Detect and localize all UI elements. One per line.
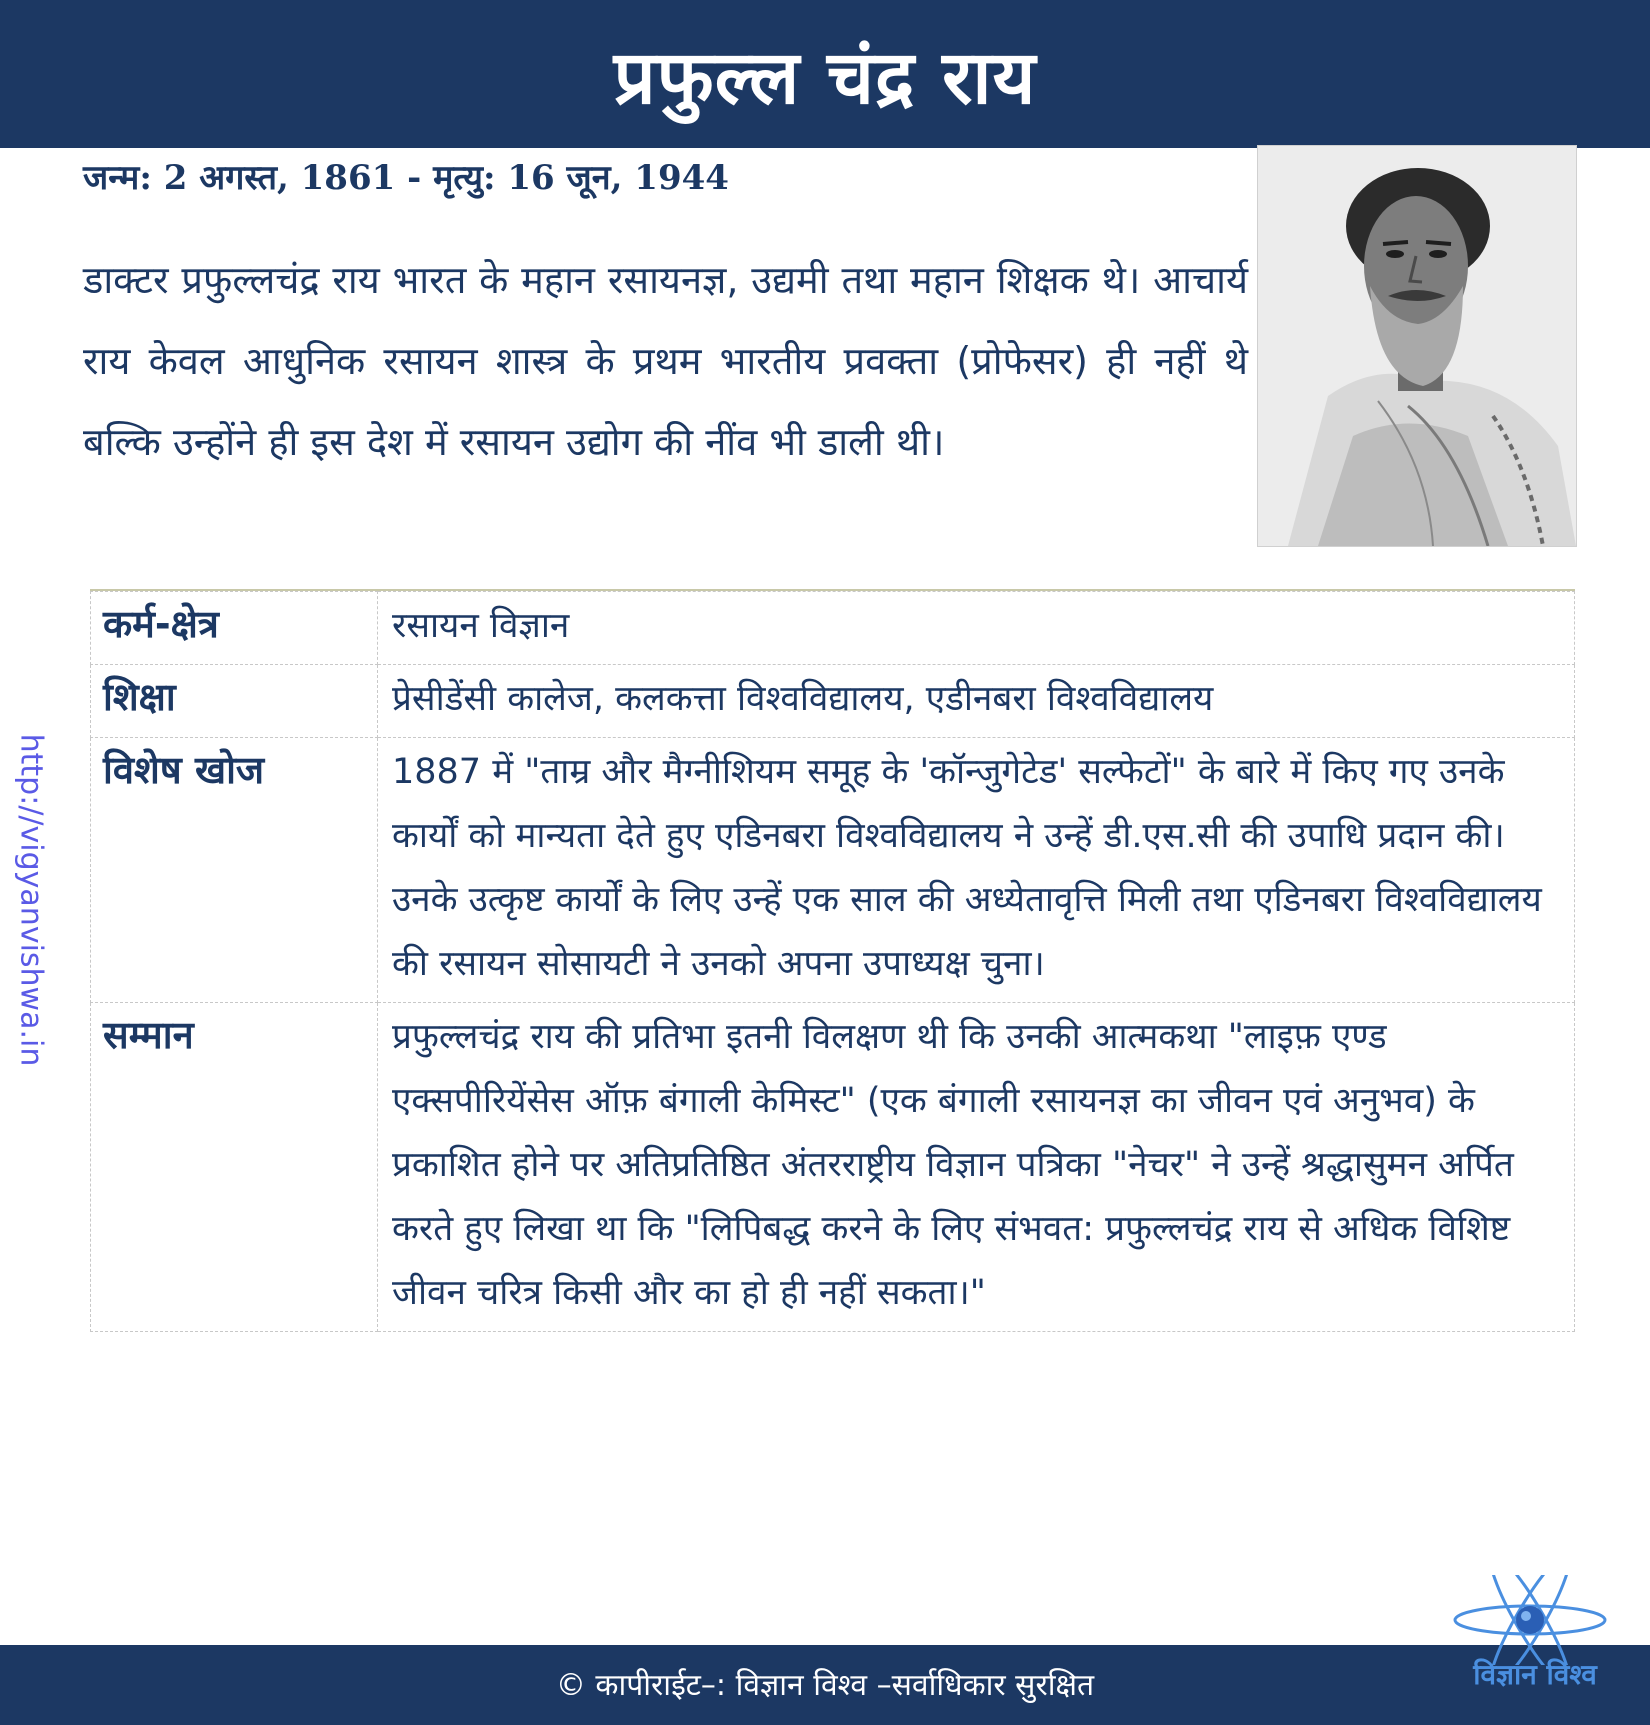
- row-value-discovery: 1887 में "ताम्र और मैग्नीशियम समूह के 'कॉन्जुगेटेड' सल्फेटों" के बारे में किए गए उनके कार्यों को मान्यता देते हुए एडिनबरा विश्वविद्यालय ने उन्हें डी.एस.सी की उपाधि प्रदान की। उनके उत्कृष्ट कार्यों के लिए उन्हें एक साल की अध्येतावृत्ति मिली तथा एडिनबरा विश्वविद्यालय की रसायन सोसायटी ने उनको अपना उपाध्यक्ष चुना।: [378, 738, 1575, 1003]
- portrait-illustration: [1258, 146, 1576, 546]
- table-row: [91, 1003, 1575, 1332]
- logo-text: विज्ञान विश्व: [1473, 1658, 1597, 1691]
- row-label-education: शिक्षा: [91, 665, 378, 738]
- footer-bar: [0, 1645, 1650, 1725]
- row-value-field: रसायन विज्ञान: [378, 592, 1575, 665]
- page-title: प्रफुल्ल चंद्र राय: [613, 34, 1037, 121]
- portrait-photo: [1257, 145, 1577, 547]
- row-label-honours: सम्मान: [91, 1003, 378, 1332]
- table-row: [91, 592, 1575, 665]
- table-row: [91, 665, 1575, 738]
- row-label-discovery: विशेष खोज: [91, 738, 378, 1003]
- row-label-field: कर्म-क्षेत्र: [91, 592, 378, 665]
- info-table: [90, 591, 1575, 1332]
- atom-icon: [1440, 1575, 1620, 1665]
- row-value-education: प्रेसीडेंसी कालेज, कलकत्ता विश्वविद्यालय, एडीनबरा विश्वविद्यालय: [378, 665, 1575, 738]
- birth-death-dates: जन्म: 2 अगस्त, 1861 - मृत्यु: 16 जून, 1944: [83, 158, 729, 198]
- title-banner: [0, 0, 1650, 148]
- website-url[interactable]: [6, 700, 56, 1100]
- row-value-honours: प्रफुल्लचंद्र राय की प्रतिभा इतनी विलक्षण थी कि उनकी आत्मकथा "लाइफ़ एण्ड एक्सपीरियेंसेस ऑफ़ बंगाली केमिस्ट" (एक बंगाली रसायनज्ञ का जीवन एवं अनुभव) के प्रकाशित होने पर अतिप्रतिष्ठित अंतरराष्ट्रीय विज्ञान पत्रिका "नेचर" ने उन्हें श्रद्धासुमन अर्पित करते हुए लिखा था कि "लिपिबद्ध करने के लिए संभवत: प्रफुल्लचंद्र राय से अधिक विशिष्ट जीवन चरित्र किसी और का हो ही नहीं सकता।": [378, 1003, 1575, 1332]
- table-row: [91, 738, 1575, 1003]
- website-url-text[interactable]: http://vigyanvishwa.in: [13, 733, 49, 1067]
- vigyan-vishwa-logo: [1440, 1575, 1620, 1725]
- copyright-text: © कापीराईट–: विज्ञान विश्व –सर्वाधिकार सुरक्षित: [555, 1668, 1095, 1703]
- intro-paragraph: डाक्टर प्रफुल्लचंद्र राय भारत के महान रसायनज्ञ, उद्यमी तथा महान शिक्षक थे। आचार्य राय केवल आधुनिक रसायन शास्त्र के प्रथम भारतीय प्रवक्ता (प्रोफेसर) ही नहीं थे बल्कि उन्होंने ही इस देश में रसायन उद्योग की नींव भी डाली थी।: [83, 258, 1248, 464]
